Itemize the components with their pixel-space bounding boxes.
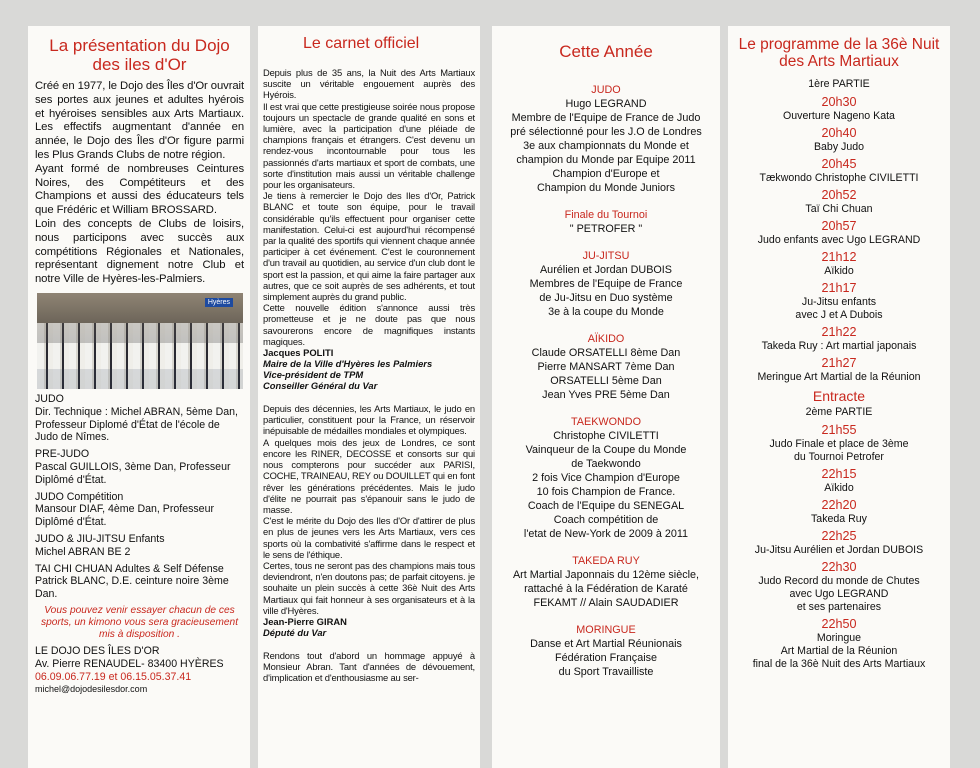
paragraph: C'est le mérite du Dojo des Iles d'Or d'attirer de plus en plus de jeunes vers les Arts Martiaux, vers ces sports où la combativité s'affirme dans le respect et le sens de l'éthique. — [263, 515, 475, 560]
signature-role: Conseiller Général du Var — [263, 380, 378, 392]
prejudo-text: Pascal GUILLOIS, 3ème Dan, Professeur Diplômé d'État. — [35, 460, 231, 486]
program-activity: Art Martial de la Réunion — [780, 645, 898, 657]
paragraph: Depuis plus de 35 ans, la Nuit des Arts Martiaux suscite un véritable engouement auprès des Hyérois. — [263, 67, 475, 101]
section-line: Claude ORSATELLI 8ème Dan — [531, 347, 681, 359]
highlight-section — [496, 554, 716, 610]
competition-text: Mansour DIAF, 4ème Dan, Professeur Diplômé d'État. — [35, 503, 214, 529]
section-line: FEKAMT // Alain SAUDADIER — [533, 597, 679, 609]
section-heading: TAEKWONDO — [571, 416, 641, 428]
program-item — [732, 325, 946, 353]
program-item — [732, 423, 946, 464]
signature-name: Jean-Pierre GIRAN — [263, 615, 347, 627]
program-time: 20h45 — [821, 157, 857, 171]
section-line: Aurélien et Jordan DUBOIS — [539, 264, 673, 276]
section-heading: AÏKIDO — [587, 333, 625, 345]
taichi-text: Patrick BLANC, D.E. ceinture noire 3ème Dan. — [35, 575, 229, 601]
enfants-text: Michel ABRAN BE 2 — [35, 545, 131, 558]
judo-text: Dir. Technique : Michel ABRAN, 5ème Dan, Professeur Diplomé d'État de l'école de Judo de Nîmes. — [35, 405, 238, 444]
section-line: champion du Monde par Equipe 2011 — [516, 154, 696, 166]
section-line: Christophe CIVILETTI — [553, 430, 659, 442]
section-line: Fédération Française — [554, 652, 658, 664]
section-line: rattaché à la Fédération de Karaté — [524, 583, 688, 595]
section-line: Hugo LEGRAND — [565, 98, 647, 110]
program-time: 21h17 — [821, 281, 857, 295]
section-line: de Taekwondo — [571, 458, 641, 470]
program-activity: Judo Record du monde de Chutes — [758, 575, 920, 587]
club-address: Av. Pierre RENAUDEL- 83400 HYÈRES — [35, 657, 224, 670]
signature-giran — [263, 616, 475, 638]
program-activity: Aïkido — [824, 482, 854, 494]
section-line: du Sport Travailliste — [558, 666, 654, 678]
program-time: 22h15 — [821, 467, 857, 481]
section-line: Danse et Art Martial Réunionais — [530, 638, 682, 650]
program-item — [732, 356, 946, 384]
photo-logo: Hyères — [205, 298, 233, 307]
program-activity: Tækwondo Christophe CIVILETTI — [759, 172, 919, 184]
section-line: ORSATELLI 5ème Dan — [550, 375, 662, 387]
program-item — [732, 95, 946, 123]
program-activity: Takeda Ruy — [811, 513, 867, 525]
program-item — [732, 188, 946, 216]
section-line: pré sélectionné pour les J.O de Londres — [510, 126, 702, 138]
section-heading: Finale du Tournoi — [564, 209, 648, 221]
program-time: 22h20 — [821, 498, 857, 512]
panel-carnet-officiel — [258, 26, 480, 768]
program-item — [732, 467, 946, 495]
section-line: Pierre MANSART 7ème Dan — [537, 361, 675, 373]
intro-paragraph-3: Loin des concepts de Clubs de loisirs, nous participons avec succès aux compétitions Régionales et Nationales, représentant dignement notre Club et notre Ville de Hyères-les-Palmiers. — [35, 217, 244, 286]
section-line: de Ju-Jitsu en Duo système — [539, 292, 673, 304]
section-line: " PETROFER " — [569, 223, 643, 235]
signature-politi — [263, 347, 475, 391]
panel-title: Cette Année — [559, 42, 653, 61]
program-item — [732, 281, 946, 322]
part-label: 1ère PARTIE — [808, 78, 870, 90]
program-time: 21h55 — [821, 423, 857, 437]
section-line: Coach compétition de — [553, 514, 659, 526]
program-item — [732, 250, 946, 278]
program-time: 21h27 — [821, 356, 857, 370]
club-name: LE DOJO DES ÎLES D'OR — [35, 644, 160, 657]
section-line: Champion du Monde Juniors — [536, 182, 676, 194]
program-time: 20h52 — [821, 188, 857, 202]
program-activity: Moringue — [816, 632, 862, 644]
paragraph: Certes, tous ne seront pas des champions mais tous deviendront, n'en doutons pas; de parfait citoyens. je souhaite un plein succès à cette 36è Nuit des Arts Martiaux qui fait honneur à ses organisateurs et à la ville d'Hyères. — [263, 559, 475, 616]
program-activity: final de la 36è Nuit des Arts Martiaux — [752, 658, 926, 670]
program-activity: Aïkido — [824, 265, 854, 277]
program-activity: Takeda Ruy : Art martial japonais — [761, 340, 917, 352]
section-heading: JU-JITSU — [582, 250, 630, 262]
highlight-section — [496, 208, 716, 236]
competition-title: JUDO Compétition — [35, 490, 124, 503]
section-line: 2 fois Vice Champion d'Europe — [532, 472, 680, 484]
section-line: 3e à la coupe du Monde — [548, 306, 664, 318]
section-heading: JUDO — [591, 84, 621, 96]
program-time: 20h40 — [821, 126, 857, 140]
program-time: 20h30 — [821, 95, 857, 109]
program-activity: avec J et A Dubois — [795, 309, 883, 321]
highlight-section — [496, 332, 716, 402]
section-heading: MORINGUE — [576, 624, 636, 636]
program-item — [732, 126, 946, 154]
part-label: 2ème PARTIE — [805, 406, 873, 418]
panel-title: Le carnet officiel — [303, 35, 420, 52]
section-line: Membres de l'Equipe de France — [529, 278, 683, 290]
section-line: Coach de l'Equipe du SENEGAL — [527, 500, 685, 512]
club-phones: 06.09.06.77.19 et 06.15.05.37.41 — [35, 670, 192, 683]
taichi-title: TAI CHI CHUAN Adultes & Self Défense — [35, 562, 224, 575]
section-line: Jean Yves PRE 5ème Dan — [542, 389, 670, 401]
signature-role: Maire de la Ville d'Hyères les Palmiers — [263, 358, 433, 370]
paragraph: Rendons tout d'abord un hommage appuyé à Monsieur Abran. Tant d'années de dévouement, d'implication et d'enthousiasme au ser- — [263, 649, 475, 684]
intro-paragraph-2: Ayant formé de nombreuses Ceintures Noires, des Compétiteurs et des Champions et aussi des éducateurs tels que Frédéric et William BROSSARD. — [35, 162, 244, 217]
program-time: 22h30 — [821, 560, 857, 574]
highlight-section — [496, 623, 716, 679]
section-line: 10 fois Champion de France. — [536, 486, 676, 498]
section-heading: TAKEDA RUY — [572, 555, 640, 567]
paragraph: A quelques mois des jeux de Londres, ce sont encore les RINER, DECOSSE et consorts sur qui nous compterons pour succéder aux PARISI, COCHE, TRAINEAU, REY ou DOUILLET qui en font rêver les générations précédentes. Mais le judo d'élite ne pourrait pas s'épanouir sans le judo de masse. — [263, 436, 475, 515]
paragraph: Je tiens à remercier le Dojo des Iles d'Or, Patrick BLANC et toute son équipe, pour le travail considérable qu'ils effectuent pour organiser cette manifestation. Celui-ci est aujourd'hui récompensé par la qualité des sportifs qui viennent chaque année participer à cet événement. C'est le couronnement d'un travail au quotidien, au service d'un club dont le sport est la passion, et qui aime la faire partager aux autres, que ce soit auprès de ses adhérents, et tout simplement auprès du grand public. — [263, 190, 475, 303]
section-line: Vainqueur de la Coupe du Monde — [525, 444, 687, 456]
highlight-section — [496, 249, 716, 319]
program-time: 21h12 — [821, 250, 857, 264]
program-activity: Ju-Jitsu enfants — [801, 296, 877, 308]
program-item — [732, 219, 946, 247]
program-time: 20h57 — [821, 219, 857, 233]
program-item — [732, 560, 946, 614]
intro-paragraph: Créé en 1977, le Dojo des Îles d'Or ouvrait ses portes aux jeunes et adultes hyérois et hyéroises sensibles aux Arts Martiaux. Les effectifs augmentant d'année en année, le Dojo des Îles d'Or figure parmi les Plus Grands Clubs de notre région. — [35, 80, 244, 161]
program-activity: du Tournoi Petrofer — [794, 451, 884, 463]
program-item — [732, 617, 946, 671]
program-activity: Meringue Art Martial de la Réunion — [757, 371, 921, 383]
entracte-label: Entracte — [812, 388, 866, 404]
enfants-title: JUDO & JIU-JITSU Enfants — [35, 532, 165, 545]
section-line: Art Martial Japonnais du 12ème siècle, — [512, 569, 700, 581]
program-activity: Ju-Jitsu Aurélien et Jordan DUBOIS — [754, 544, 924, 556]
program-item — [732, 498, 946, 526]
program-activity: Taï Chi Chuan — [805, 203, 873, 215]
program-activity: Ouverture Nageno Kata — [783, 110, 895, 122]
section-line: Membre de l'Equipe de France de Judo — [511, 112, 701, 124]
signature-role: Vice-président de TPM — [263, 369, 364, 381]
paragraph: Il est vrai que cette prestigieuse soirée nous propose toujours un spectacle de grande qualité en sons et lumière, avec la participation d'une pléiade de champions français et étrangers. C'est devenu un rendez-vous incontournable pour tous les passionnés d'arts martiaux et sport de combats, une sorte d'institution mais aussi un véritable challenge pour les organisateurs. — [263, 100, 475, 191]
program-activity: Judo Finale et place de 3ème — [769, 438, 909, 450]
panel-presentation — [28, 26, 250, 768]
section-line: Champion d'Europe et — [552, 168, 660, 180]
judo-title: JUDO — [35, 392, 64, 405]
club-info — [35, 393, 244, 696]
prejudo-title: PRE-JUDO — [35, 448, 90, 461]
program-activity: et ses partenaires — [796, 601, 882, 613]
signature-role: Député du Var — [263, 626, 327, 638]
program-activity: Baby Judo — [813, 141, 865, 153]
program-item — [732, 529, 946, 557]
signature-name: Jacques POLITI — [263, 347, 334, 359]
program-time: 22h50 — [821, 617, 857, 631]
program-activity: Judo enfants avec Ugo LEGRAND — [757, 234, 921, 246]
kimono-note: Vous pouvez venir essayer chacun de ces sports, un kimono vous sera gracieusement mis à disposition . — [40, 604, 239, 640]
program-time: 22h25 — [821, 529, 857, 543]
program-activity: avec Ugo LEGRAND — [789, 588, 889, 600]
paragraph: Cette nouvelle édition s'annonce aussi très prometteuse et je ne doute pas que nous savourerons encore de magnifiques instants magiques. — [263, 302, 475, 347]
club-email: michel@dojodesilesdor.com — [35, 684, 148, 695]
group-photo — [37, 293, 243, 389]
paragraph: Depuis des décennies, les Arts Martiaux, le judo en particulier, constituent pour la France, un réservoir inépuisable de médailles mondiales et olympiques. — [263, 403, 475, 437]
section-line: 3e aux championnats du Monde et — [523, 140, 689, 152]
program-item — [732, 157, 946, 185]
panel-title: Le programme de la 36è Nuit des Arts Martiaux — [738, 36, 940, 70]
panel-cette-annee — [492, 26, 720, 768]
panel-title: La présentation du Dojo des iles d'Or — [49, 36, 230, 74]
program-time: 21h22 — [821, 325, 857, 339]
highlight-section — [496, 415, 716, 541]
highlight-section — [496, 83, 716, 195]
panel-programme — [728, 26, 950, 768]
section-line: l'etat de New-York de 2009 à 2011 — [523, 528, 689, 540]
